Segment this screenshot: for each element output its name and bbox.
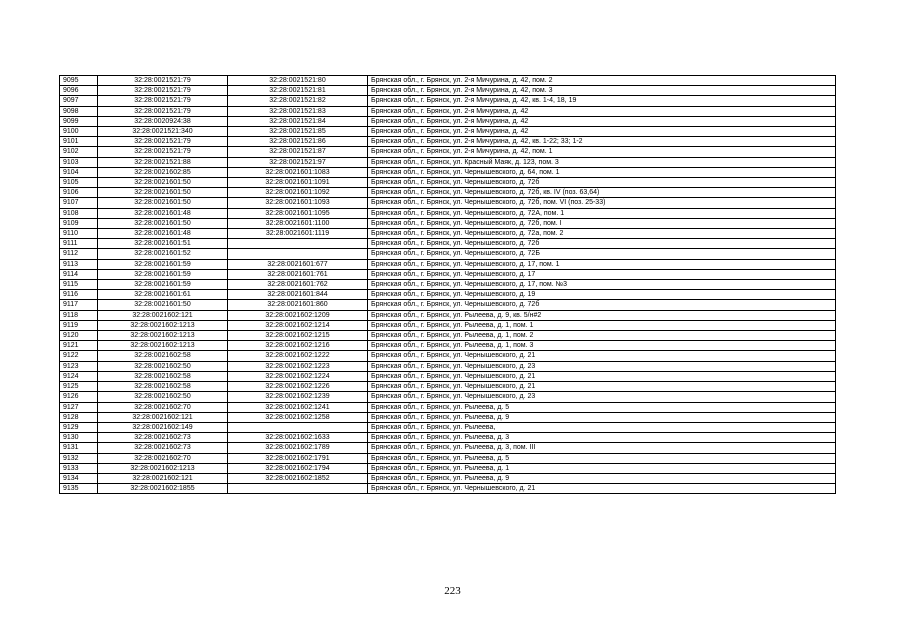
address-cell: Брянская обл., г. Брянск, ул. Рылеева, д. 5 (368, 402, 836, 412)
address-cell: Брянская обл., г. Брянск, ул. Рылеева, д. 9 (368, 473, 836, 483)
object-cadastral-number-cell: 32:28:0021602:1633 (228, 433, 368, 443)
address-cell: Брянская обл., г. Брянск, ул. Чернышевского, д. 17, пом. 1 (368, 259, 836, 269)
table-row (60, 269, 836, 279)
address-cell: Брянская обл., г. Брянск, ул. Рылеева, (368, 422, 836, 432)
object-cadastral-number-cell: 32:28:0021521:85 (228, 127, 368, 137)
table-row (60, 371, 836, 381)
object-cadastral-number-cell: 32:28:0021602:1241 (228, 402, 368, 412)
address-cell: Брянская обл., г. Брянск, ул. Чернышевского, д. 23 (368, 361, 836, 371)
table-row (60, 198, 836, 208)
row-number-cell: 9125 (60, 382, 98, 392)
table-row (60, 239, 836, 249)
object-cadastral-number-cell: 32:28:0021602:1223 (228, 361, 368, 371)
parcel-cadastral-number-cell: 32:28:0021521:340 (98, 127, 228, 137)
object-cadastral-number-cell: 32:28:0021602:1216 (228, 341, 368, 351)
table-row (60, 290, 836, 300)
parcel-cadastral-number-cell: 32:28:0021601:59 (98, 269, 228, 279)
address-cell: Брянская обл., г. Брянск, ул. Чернышевского, д. 21 (368, 484, 836, 494)
parcel-cadastral-number-cell: 32:28:0021601:52 (98, 249, 228, 259)
object-cadastral-number-cell (228, 249, 368, 259)
object-cadastral-number-cell: 32:28:0021521:82 (228, 96, 368, 106)
row-number-cell: 9123 (60, 361, 98, 371)
parcel-cadastral-number-cell: 32:28:0021601:51 (98, 239, 228, 249)
row-number-cell: 9124 (60, 371, 98, 381)
parcel-cadastral-number-cell: 32:28:0021602:1213 (98, 341, 228, 351)
address-cell: Брянская обл., г. Брянск, ул. Рылеева, д. 5 (368, 453, 836, 463)
address-cell: Брянская обл., г. Брянск, ул. Чернышевского, д. 23 (368, 392, 836, 402)
address-cell: Брянская обл., г. Брянск, ул. Чернышевского, д. 21 (368, 371, 836, 381)
table-row (60, 382, 836, 392)
address-cell: Брянская обл., г. Брянск, ул. Чернышевского, д. 17, пом. №3 (368, 280, 836, 290)
parcel-cadastral-number-cell: 32:28:0021602:1213 (98, 320, 228, 330)
row-number-cell: 9104 (60, 167, 98, 177)
table-row (60, 341, 836, 351)
parcel-cadastral-number-cell: 32:28:0021602:1855 (98, 484, 228, 494)
row-number-cell: 9135 (60, 484, 98, 494)
address-cell: Брянская обл., г. Брянск, ул. Чернышевского, д. 21 (368, 382, 836, 392)
row-number-cell: 9132 (60, 453, 98, 463)
row-number-cell: 9108 (60, 208, 98, 218)
row-number-cell: 9117 (60, 300, 98, 310)
table-row (60, 188, 836, 198)
row-number-cell: 9116 (60, 290, 98, 300)
table-row (60, 351, 836, 361)
object-cadastral-number-cell: 32:28:0021521:81 (228, 86, 368, 96)
address-cell: Брянская обл., г. Брянск, ул. Чернышевского, д. 21 (368, 351, 836, 361)
row-number-cell: 9105 (60, 178, 98, 188)
parcel-cadastral-number-cell: 32:28:0021601:50 (98, 300, 228, 310)
address-cell: Брянская обл., г. Брянск, ул. Чернышевского, д. 72б (368, 178, 836, 188)
parcel-cadastral-number-cell: 32:28:0021601:59 (98, 259, 228, 269)
parcel-cadastral-number-cell: 32:28:0021602:73 (98, 433, 228, 443)
address-cell: Брянская обл., г. Брянск, ул. 2-я Мичурина, д. 42 (368, 106, 836, 116)
table-row (60, 259, 836, 269)
row-number-cell: 9101 (60, 137, 98, 147)
row-number-cell: 9111 (60, 239, 98, 249)
row-number-cell: 9107 (60, 198, 98, 208)
object-cadastral-number-cell: 32:28:0021601:1095 (228, 208, 368, 218)
address-cell: Брянская обл., г. Брянск, ул. Чернышевского, д. 72б (368, 300, 836, 310)
parcel-cadastral-number-cell: 32:28:0021602:73 (98, 443, 228, 453)
address-cell: Брянская обл., г. Брянск, ул. Чернышевского, д. 64, пом. 1 (368, 167, 836, 177)
object-cadastral-number-cell: 32:28:0021521:83 (228, 106, 368, 116)
object-cadastral-number-cell: 32:28:0021601:844 (228, 290, 368, 300)
object-cadastral-number-cell: 32:28:0021602:1222 (228, 351, 368, 361)
object-cadastral-number-cell (228, 239, 368, 249)
object-cadastral-number-cell: 32:28:0021602:1226 (228, 382, 368, 392)
row-number-cell: 9118 (60, 310, 98, 320)
parcel-cadastral-number-cell: 32:28:0021602:121 (98, 310, 228, 320)
parcel-cadastral-number-cell: 32:28:0021602:1213 (98, 331, 228, 341)
parcel-cadastral-number-cell: 32:28:0021602:58 (98, 371, 228, 381)
object-cadastral-number-cell: 32:28:0021601:1093 (228, 198, 368, 208)
table-row (60, 402, 836, 412)
object-cadastral-number-cell: 32:28:0021521:97 (228, 157, 368, 167)
table-row (60, 86, 836, 96)
table-row (60, 361, 836, 371)
parcel-cadastral-number-cell: 32:28:0021601:50 (98, 218, 228, 228)
row-number-cell: 9129 (60, 422, 98, 432)
address-cell: Брянская обл., г. Брянск, ул. 2-я Мичурина, д. 42 (368, 116, 836, 126)
table-row (60, 331, 836, 341)
row-number-cell: 9127 (60, 402, 98, 412)
table-row (60, 412, 836, 422)
parcel-cadastral-number-cell: 32:28:0021602:149 (98, 422, 228, 432)
address-cell: Брянская обл., г. Брянск, ул. Рылеева, д. 1 (368, 463, 836, 473)
parcel-cadastral-number-cell: 32:28:0020924:38 (98, 116, 228, 126)
table-row (60, 484, 836, 494)
table-row (60, 280, 836, 290)
object-cadastral-number-cell: 32:28:0021601:1083 (228, 167, 368, 177)
row-number-cell: 9102 (60, 147, 98, 157)
parcel-cadastral-number-cell: 32:28:0021521:79 (98, 86, 228, 96)
row-number-cell: 9121 (60, 341, 98, 351)
object-cadastral-number-cell: 32:28:0021602:1215 (228, 331, 368, 341)
row-number-cell: 9120 (60, 331, 98, 341)
table-body (60, 76, 836, 494)
object-cadastral-number-cell: 32:28:0021601:1119 (228, 229, 368, 239)
row-number-cell: 9095 (60, 76, 98, 86)
object-cadastral-number-cell: 32:28:0021521:87 (228, 147, 368, 157)
table-row (60, 249, 836, 259)
object-cadastral-number-cell: 32:28:0021521:84 (228, 116, 368, 126)
parcel-cadastral-number-cell: 32:28:0021602:1213 (98, 463, 228, 473)
parcel-cadastral-number-cell: 32:28:0021521:79 (98, 106, 228, 116)
table-row (60, 106, 836, 116)
address-cell: Брянская обл., г. Брянск, ул. 2-я Мичурина, д. 42, пом. 1 (368, 147, 836, 157)
table-row (60, 453, 836, 463)
object-cadastral-number-cell (228, 484, 368, 494)
table-row (60, 392, 836, 402)
object-cadastral-number-cell: 32:28:0021602:1224 (228, 371, 368, 381)
parcel-cadastral-number-cell: 32:28:0021601:61 (98, 290, 228, 300)
parcel-cadastral-number-cell: 32:28:0021521:79 (98, 76, 228, 86)
table-row (60, 320, 836, 330)
address-cell: Брянская обл., г. Брянск, ул. Чернышевского, д. 17 (368, 269, 836, 279)
object-cadastral-number-cell: 32:28:0021602:1791 (228, 453, 368, 463)
table-row (60, 127, 836, 137)
parcel-cadastral-number-cell: 32:28:0021521:79 (98, 96, 228, 106)
row-number-cell: 9097 (60, 96, 98, 106)
object-cadastral-number-cell: 32:28:0021521:86 (228, 137, 368, 147)
parcel-cadastral-number-cell: 32:28:0021602:50 (98, 361, 228, 371)
row-number-cell: 9096 (60, 86, 98, 96)
address-cell: Брянская обл., г. Брянск, ул. Красный Маяк, д. 123, пом. 3 (368, 157, 836, 167)
object-cadastral-number-cell: 32:28:0021601:1091 (228, 178, 368, 188)
row-number-cell: 9130 (60, 433, 98, 443)
table-row (60, 433, 836, 443)
object-cadastral-number-cell: 32:28:0021602:1789 (228, 443, 368, 453)
address-cell: Брянская обл., г. Брянск, ул. Чернышевского, д. 72б, кв. IV (поз. 63,64) (368, 188, 836, 198)
parcel-cadastral-number-cell: 32:28:0021601:48 (98, 229, 228, 239)
parcel-cadastral-number-cell: 32:28:0021602:70 (98, 402, 228, 412)
address-cell: Брянская обл., г. Брянск, ул. Чернышевского, д. 72б, пом. I (368, 218, 836, 228)
table-row (60, 422, 836, 432)
object-cadastral-number-cell: 32:28:0021602:1209 (228, 310, 368, 320)
parcel-cadastral-number-cell: 32:28:0021602:121 (98, 473, 228, 483)
row-number-cell: 9131 (60, 443, 98, 453)
address-cell: Брянская обл., г. Брянск, ул. Чернышевского, д. 72б, пом. VI (поз. 25-33) (368, 198, 836, 208)
address-cell: Брянская обл., г. Брянск, ул. Рылеева, д. 9, кв. 5/н#2 (368, 310, 836, 320)
address-cell: Брянская обл., г. Брянск, ул. 2-я Мичурина, д. 42, пом. 2 (368, 76, 836, 86)
table-row (60, 147, 836, 157)
parcel-cadastral-number-cell: 32:28:0021602:85 (98, 167, 228, 177)
row-number-cell: 9113 (60, 259, 98, 269)
row-number-cell: 9114 (60, 269, 98, 279)
parcel-cadastral-number-cell: 32:28:0021521:88 (98, 157, 228, 167)
row-number-cell: 9115 (60, 280, 98, 290)
table-row (60, 116, 836, 126)
parcel-cadastral-number-cell: 32:28:0021602:70 (98, 453, 228, 463)
table-row (60, 463, 836, 473)
parcel-cadastral-number-cell: 32:28:0021521:79 (98, 137, 228, 147)
parcel-cadastral-number-cell: 32:28:0021601:59 (98, 280, 228, 290)
parcel-cadastral-number-cell: 32:28:0021601:50 (98, 178, 228, 188)
table-row (60, 473, 836, 483)
object-cadastral-number-cell: 32:28:0021602:1239 (228, 392, 368, 402)
object-cadastral-number-cell: 32:28:0021521:80 (228, 76, 368, 86)
row-number-cell: 9122 (60, 351, 98, 361)
object-cadastral-number-cell: 32:28:0021602:1258 (228, 412, 368, 422)
address-cell: Брянская обл., г. Брянск, ул. 2-я Мичурина, д. 42 (368, 127, 836, 137)
address-cell: Брянская обл., г. Брянск, ул. Чернышевского, д. 72а, пом. 2 (368, 229, 836, 239)
parcel-cadastral-number-cell: 32:28:0021602:50 (98, 392, 228, 402)
page-number: 223 (444, 585, 461, 597)
table-row (60, 218, 836, 228)
row-number-cell: 9112 (60, 249, 98, 259)
row-number-cell: 9133 (60, 463, 98, 473)
table-row (60, 178, 836, 188)
row-number-cell: 9126 (60, 392, 98, 402)
address-cell: Брянская обл., г. Брянск, ул. Рылеева, д. 1, пом. 2 (368, 331, 836, 341)
address-cell: Брянская обл., г. Брянск, ул. Чернышевского, д. 72б (368, 239, 836, 249)
row-number-cell: 9106 (60, 188, 98, 198)
address-cell: Брянская обл., г. Брянск, ул. Рылеева, д. 3, пом. III (368, 443, 836, 453)
parcel-cadastral-number-cell: 32:28:0021602:121 (98, 412, 228, 422)
object-cadastral-number-cell (228, 422, 368, 432)
object-cadastral-number-cell: 32:28:0021601:1100 (228, 218, 368, 228)
parcel-cadastral-number-cell: 32:28:0021521:79 (98, 147, 228, 157)
row-number-cell: 9128 (60, 412, 98, 422)
object-cadastral-number-cell: 32:28:0021601:1092 (228, 188, 368, 198)
address-cell: Брянская обл., г. Брянск, ул. Чернышевского, д. 72А, пом. 1 (368, 208, 836, 218)
table-row (60, 137, 836, 147)
address-cell: Брянская обл., г. Брянск, ул. Рылеева, д. 9 (368, 412, 836, 422)
address-cell: Брянская обл., г. Брянск, ул. Рылеева, д. 1, пом. 1 (368, 320, 836, 330)
table-row (60, 310, 836, 320)
object-cadastral-number-cell: 32:28:0021602:1794 (228, 463, 368, 473)
table-row (60, 167, 836, 177)
row-number-cell: 9100 (60, 127, 98, 137)
row-number-cell: 9110 (60, 229, 98, 239)
table-row (60, 443, 836, 453)
table-row (60, 300, 836, 310)
parcel-cadastral-number-cell: 32:28:0021601:48 (98, 208, 228, 218)
object-cadastral-number-cell: 32:28:0021601:761 (228, 269, 368, 279)
property-register-table (59, 75, 836, 494)
object-cadastral-number-cell: 32:28:0021601:677 (228, 259, 368, 269)
parcel-cadastral-number-cell: 32:28:0021602:58 (98, 351, 228, 361)
object-cadastral-number-cell: 32:28:0021602:1214 (228, 320, 368, 330)
row-number-cell: 9098 (60, 106, 98, 116)
row-number-cell: 9119 (60, 320, 98, 330)
table-row (60, 229, 836, 239)
table-row (60, 208, 836, 218)
address-cell: Брянская обл., г. Брянск, ул. Чернышевского, д. 72Б (368, 249, 836, 259)
address-cell: Брянская обл., г. Брянск, ул. 2-я Мичурина, д. 42, пом. 3 (368, 86, 836, 96)
row-number-cell: 9109 (60, 218, 98, 228)
address-cell: Брянская обл., г. Брянск, ул. Рылеева, д. 1, пом. 3 (368, 341, 836, 351)
parcel-cadastral-number-cell: 32:28:0021602:58 (98, 382, 228, 392)
row-number-cell: 9134 (60, 473, 98, 483)
table-row (60, 96, 836, 106)
row-number-cell: 9103 (60, 157, 98, 167)
row-number-cell: 9099 (60, 116, 98, 126)
object-cadastral-number-cell: 32:28:0021601:762 (228, 280, 368, 290)
object-cadastral-number-cell: 32:28:0021602:1852 (228, 473, 368, 483)
address-cell: Брянская обл., г. Брянск, ул. 2-я Мичурина, д. 42, кв. 1-22; 33; 1-2 (368, 137, 836, 147)
table-row (60, 157, 836, 167)
address-cell: Брянская обл., г. Брянск, ул. 2-я Мичурина, д. 42, кв. 1-4, 18, 19 (368, 96, 836, 106)
address-cell: Брянская обл., г. Брянск, ул. Рылеева, д. 3 (368, 433, 836, 443)
object-cadastral-number-cell: 32:28:0021601:860 (228, 300, 368, 310)
parcel-cadastral-number-cell: 32:28:0021601:50 (98, 188, 228, 198)
parcel-cadastral-number-cell: 32:28:0021601:50 (98, 198, 228, 208)
table-row (60, 76, 836, 86)
address-cell: Брянская обл., г. Брянск, ул. Чернышевского, д. 19 (368, 290, 836, 300)
